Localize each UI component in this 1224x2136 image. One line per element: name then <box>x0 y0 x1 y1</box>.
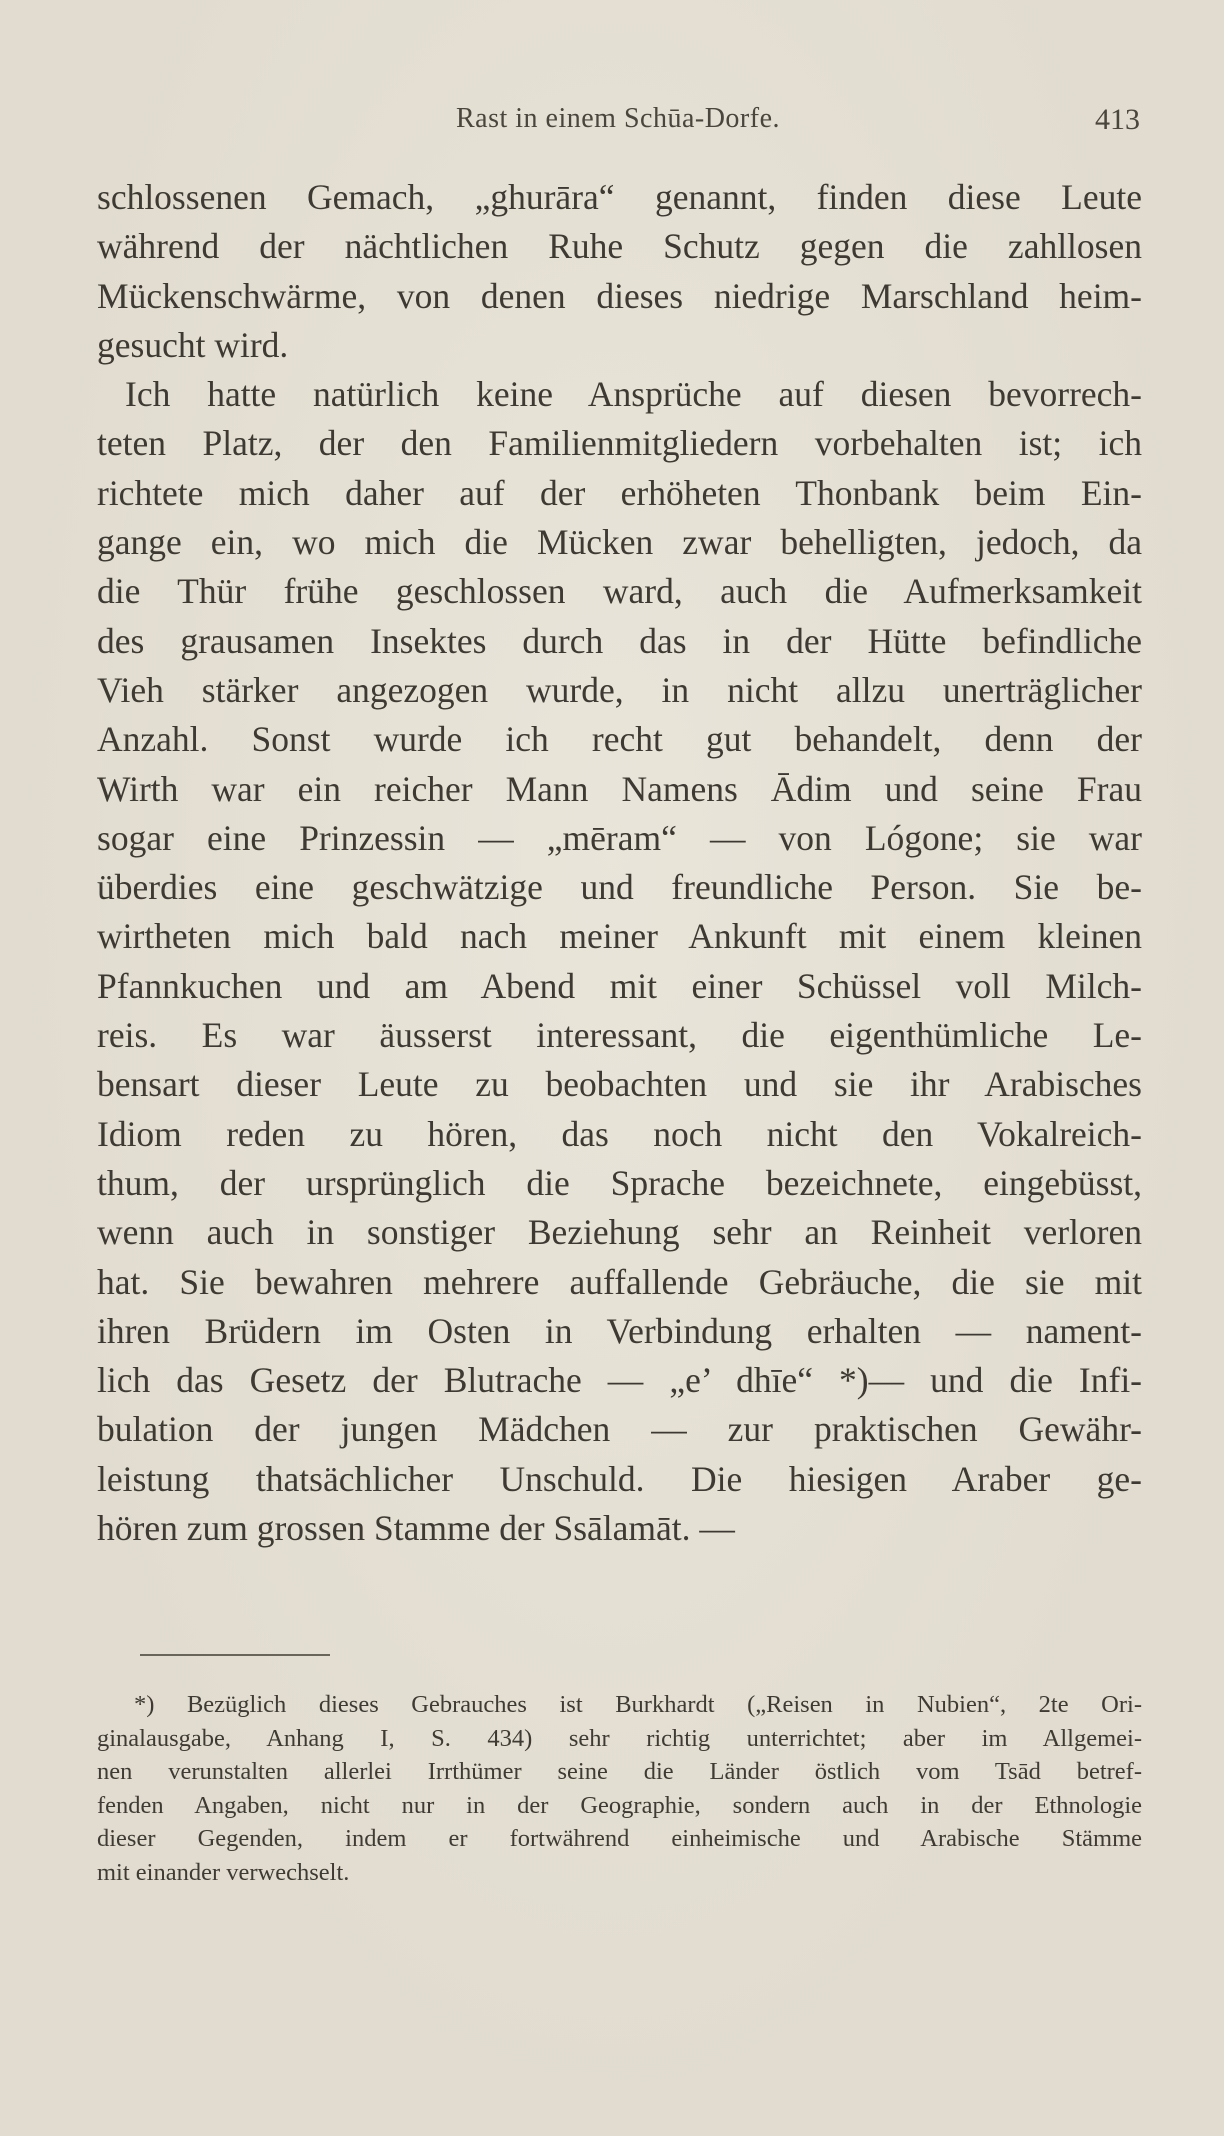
text-line: teten Platz, der den Familienmitgliedern vorbehalten ist; ich <box>97 423 1142 464</box>
text-line: wenn auch in sonstiger Beziehung sehr an Reinheit verloren <box>97 1212 1142 1253</box>
text-line: bensart dieser Leute zu beobachten und sie ihr Arabisches <box>97 1064 1142 1105</box>
text-line: des grausamen Insektes durch das in der Hütte befindliche <box>97 620 1142 661</box>
page-number: 413 <box>1095 103 1140 136</box>
text-line: Anzahl. Sonst wurde ich recht gut behandelt, denn der <box>97 719 1142 760</box>
footnote-line: mit einander verwechselt. <box>97 1858 350 1886</box>
footnote-line: fenden Angaben, nicht nur in der Geographie, sondern auch in der Ethnologie <box>97 1791 1142 1819</box>
text-line: Idiom reden zu hören, das noch nicht den Vokalreich- <box>97 1113 1142 1154</box>
text-line: lich das Gesetz der Blutrache — „e’ dhīe“ *)— und die Infi- <box>97 1360 1142 1401</box>
text-line: richtete mich daher auf der erhöheten Thonbank beim Ein- <box>97 472 1142 513</box>
running-title: Rast in einem Schūa-Dorfe. <box>455 103 781 134</box>
footnote-line: dieser Gegenden, indem er fortwährend einheimische und Arabische Stämme <box>97 1825 1142 1853</box>
text-line: Vieh stärker angezogen wurde, in nicht allzu unerträglicher <box>97 669 1142 710</box>
text-line: gesucht wird. <box>97 324 289 365</box>
text-line: schlossenen Gemach, „ghurāra“ genannt, finden diese Leute <box>97 177 1142 217</box>
text-line: während der nächtlichen Ruhe Schutz gegen die zahllosen <box>97 226 1142 267</box>
footnote-line: nen verunstalten allerlei Irrthümer seine die Länder östlich vom Tsād betref- <box>97 1758 1142 1786</box>
text-line: Ich hatte natürlich keine Ansprüche auf diesen bevorrech- <box>125 374 1142 415</box>
text-line: gange ein, wo mich die Mücken zwar behelligten, jedoch, da <box>97 522 1142 563</box>
text-line: hat. Sie bewahren mehrere auffallende Gebräuche, die sie mit <box>97 1261 1142 1302</box>
text-line: sogar eine Prinzessin — „mēram“ — von Lógone; sie war <box>97 817 1142 858</box>
text-line: Wirth war ein reicher Mann Namens Ādim und seine Frau <box>97 768 1142 809</box>
text-line: reis. Es war äusserst interessant, die eigenthümliche Le- <box>97 1015 1142 1056</box>
text-line: leistung thatsächlicher Unschuld. Die hiesigen Araber ge- <box>97 1458 1142 1499</box>
main-text <box>97 173 1142 1553</box>
text-line: wirtheten mich bald nach meiner Ankunft mit einem kleinen <box>97 916 1142 957</box>
text-line: bulation der jungen Mädchen — zur praktischen Gewähr- <box>97 1409 1142 1450</box>
text-line: thum, der ursprünglich die Sprache bezeichnete, eingebüsst, <box>97 1162 1142 1203</box>
text-line: Pfannkuchen und am Abend mit einer Schüssel voll Milch- <box>97 965 1142 1006</box>
text-line: ihren Brüdern im Osten in Verbindung erhalten — nament- <box>97 1310 1142 1351</box>
text-line: überdies eine geschwätzige und freundliche Person. Sie be- <box>97 867 1142 908</box>
footnote <box>97 1688 1142 1890</box>
footnote-line: *) Bezüglich dieses Gebrauches ist Burkhardt („Reisen in Nubien“, 2te Ori- <box>134 1691 1142 1718</box>
page-header <box>96 103 1140 143</box>
text-line: hören zum grossen Stamme der Ssālamāt. — <box>97 1508 735 1549</box>
footnote-separator <box>140 1654 330 1656</box>
text-line: Mückenschwärme, von denen dieses niedrige Marschland heim- <box>97 275 1142 316</box>
footnote-line: ginalausgabe, Anhang I, S. 434) sehr richtig unterrichtet; aber im Allgemei- <box>97 1724 1142 1752</box>
text-line: die Thür frühe geschlossen ward, auch die Aufmerksamkeit <box>97 571 1142 612</box>
